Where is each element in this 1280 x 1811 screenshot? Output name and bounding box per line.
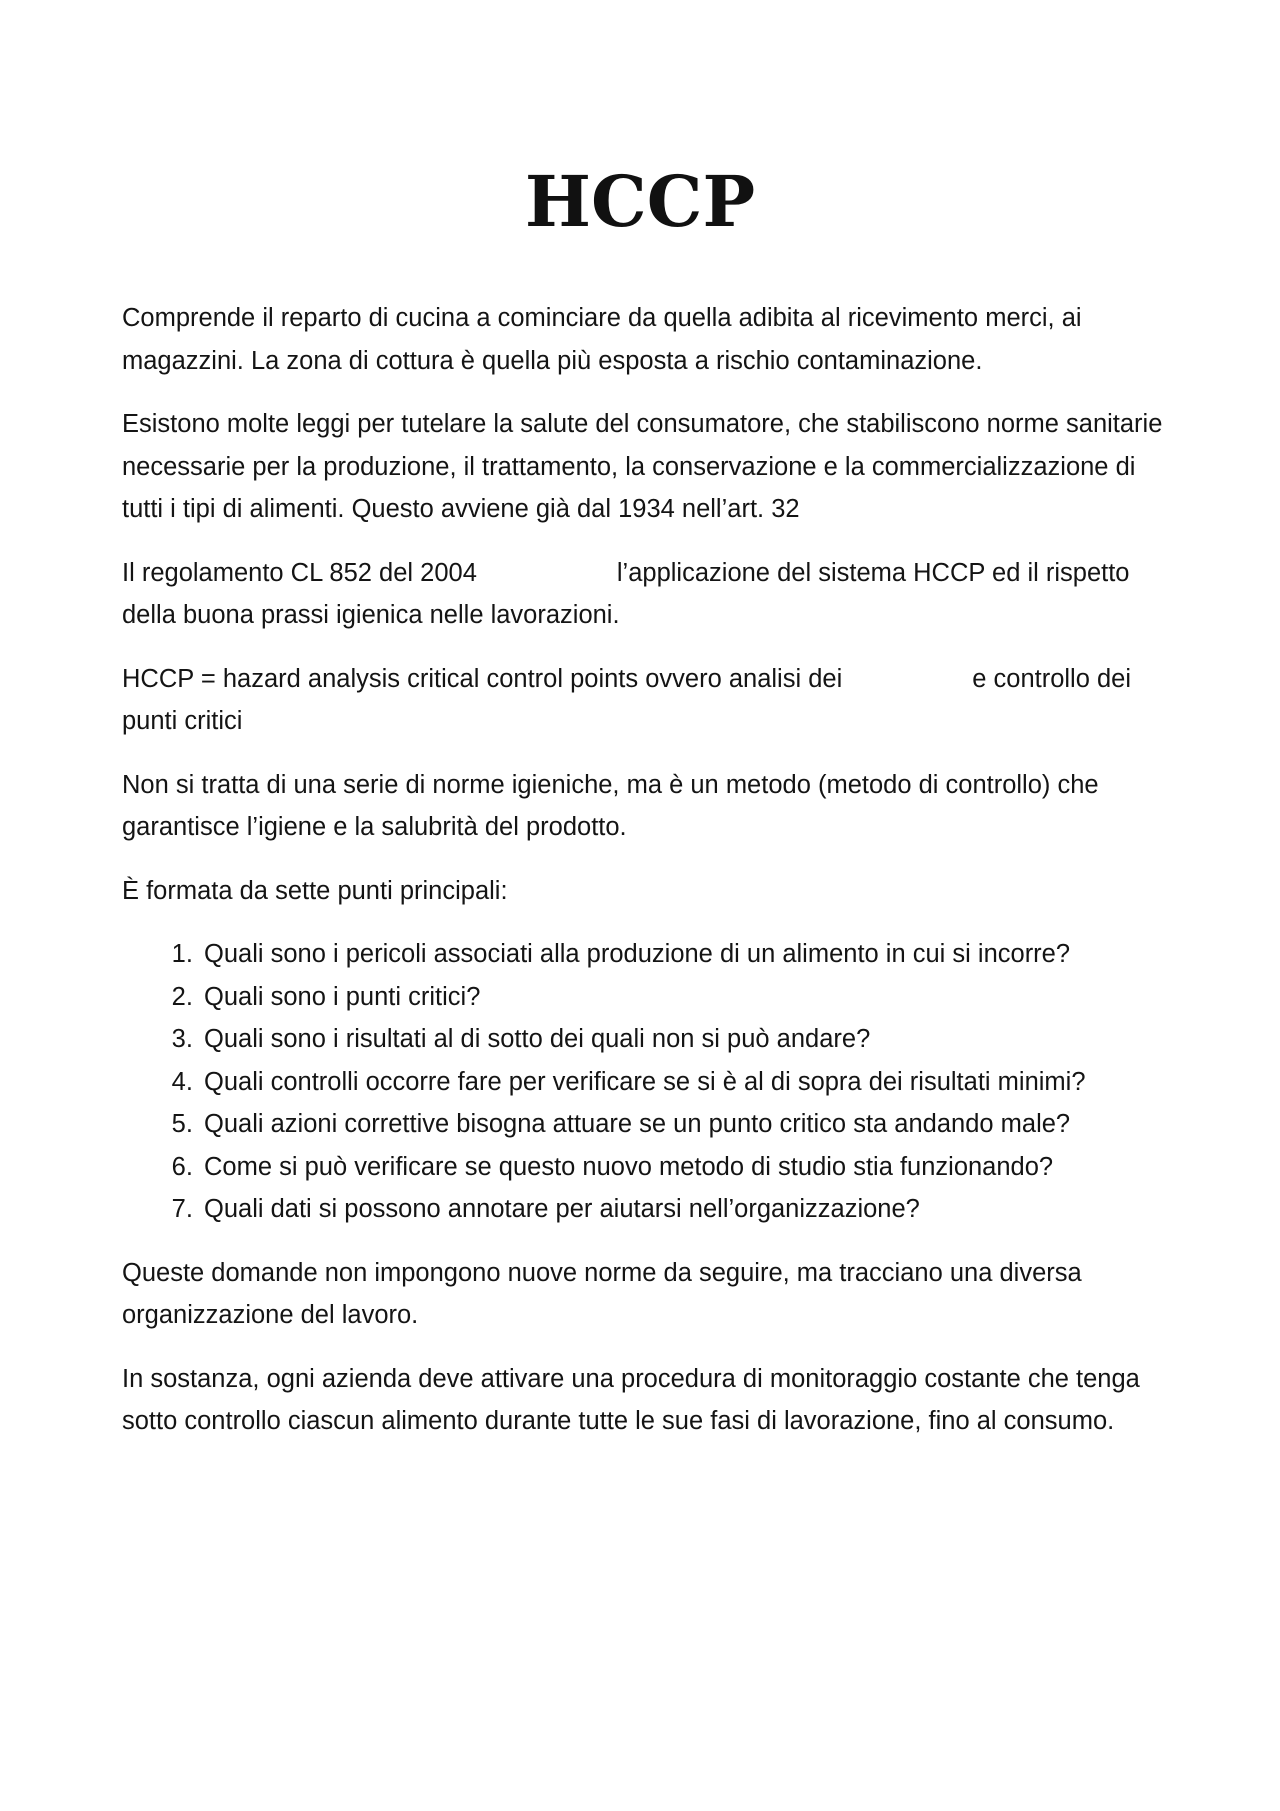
list-item: 6. Come si può verificare se questo nuovo metodo di studio stia funzionando? xyxy=(200,1146,1180,1189)
list-item: 3. Quali sono i risultati al di sotto dei quali non si può andare? xyxy=(200,1018,1180,1061)
list-item: 5. Quali azioni correttive bisogna attuare se un punto critico sta andando male? xyxy=(200,1103,1180,1146)
paragraph-definition xyxy=(122,658,1180,743)
definition-text-start: HCCP = hazard analysis critical control points ovvero analisi dei xyxy=(122,664,843,693)
list-item: 4. Quali controlli occorre fare per verificare se si è al di sopra dei risultati minimi? xyxy=(200,1061,1180,1104)
paragraph-conclusion: In sostanza, ogni azienda deve attivare una procedura di monitoraggio costante che tenga sotto controllo ciascun alimento durante tutte le sue fasi di lavorazione, fino al consumo. xyxy=(122,1364,1140,1435)
definition-text-end: e controllo dei punti critici xyxy=(122,664,1132,735)
paragraph-intro: Comprende il reparto di cucina a cominciare da quella adibita al ricevimento merci, ai magazzini. La zona di cottura è quella più esposta a rischio contaminazione. xyxy=(122,304,1082,375)
paragraph-points-intro: È formata da sette punti principali: xyxy=(122,876,508,905)
paragraph-organization: Queste domande non impongono nuove norme da seguire, ma tracciano una diversa organizzazione del lavoro. xyxy=(122,1258,1082,1329)
list-item: 7. Quali dati si possono annotare per aiutarsi nell’organizzazione? xyxy=(200,1188,1180,1231)
paragraph-regulation xyxy=(122,552,1180,637)
regulation-text-start: Il regolamento CL 852 del 2004 xyxy=(122,558,477,587)
document-body xyxy=(122,297,1180,1464)
regulation-text-end: l’applicazione del sistema HCCP ed il rispetto della buona prassi igienica nelle lavorazioni. xyxy=(122,558,1130,629)
paragraph-method: Non si tratta di una serie di norme igieniche, ma è un metodo (metodo di controllo) che garantisce l’igiene e la salubrità del prodotto. xyxy=(122,770,1099,841)
list-item: 2. Quali sono i punti critici? xyxy=(200,976,1180,1019)
page-title: HCCP xyxy=(524,160,756,243)
list-item: 1. Quali sono i pericoli associati alla produzione di un alimento in cui si incorre? xyxy=(200,933,1180,976)
paragraph-laws: Esistono molte leggi per tutelare la salute del consumatore, che stabiliscono norme sanitarie necessarie per la produzione, il trattamento, la conservazione e la commercializzazione di tutti i tipi di alimenti. Questo avviene già dal 1934 nell’art. 32 xyxy=(122,410,1163,523)
points-list xyxy=(122,933,1180,1231)
